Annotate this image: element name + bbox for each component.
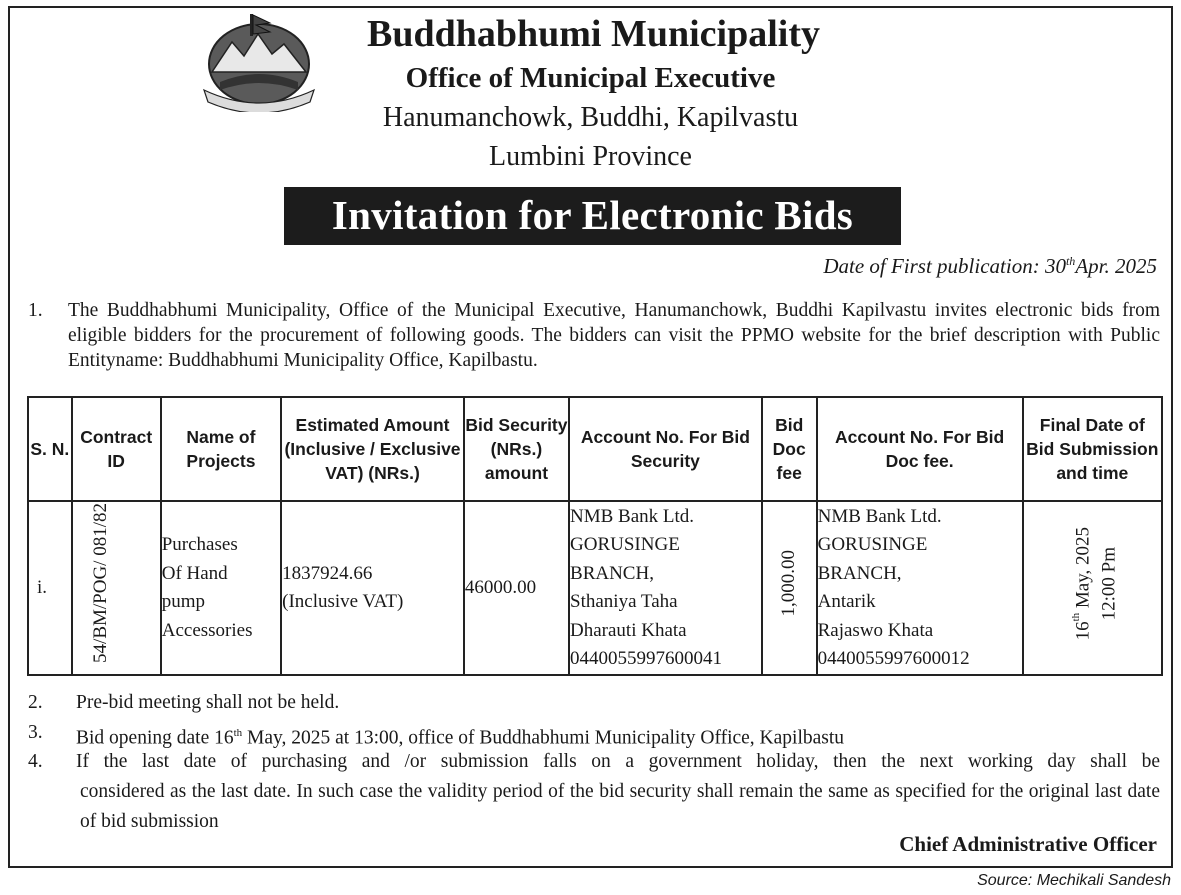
- cell-estimated-amount: [281, 501, 464, 675]
- header-account-bid-doc-fee: Account No. For Bid Doc fee.: [817, 397, 1023, 501]
- header-account-bid-security: Account No. For Bid Security: [569, 397, 762, 501]
- cell-account-bid-security: [569, 501, 762, 675]
- project-line: pump: [161, 591, 206, 612]
- project-line: Of Hand: [161, 562, 228, 584]
- province-name: Lumbini Province: [489, 141, 692, 172]
- office-address: Hanumanchowk, Buddhi, Kapilvastu: [382, 102, 799, 133]
- account-line: GORUSINGE: [817, 534, 928, 555]
- item-number: 2.: [28, 692, 43, 713]
- amount-line: 1837924.66: [282, 562, 373, 584]
- table-row: [28, 501, 1162, 675]
- account-line: NMB Bank Ltd.: [817, 505, 942, 527]
- item-text: Bid opening date 16th May, 2025 at 13:00, office of Buddhabhumi Municipality Office, Kapilbastu: [76, 727, 845, 749]
- final-date-text: 16th May, 2025 12:00 Pm: [1069, 526, 1119, 640]
- account-line: Antarik: [817, 591, 876, 612]
- bid-doc-fee-text: 1,000.00: [778, 550, 800, 617]
- item-number: 4.: [28, 751, 43, 772]
- account-line: GORUSINGE: [570, 534, 680, 555]
- item-number: 1.: [28, 300, 43, 321]
- cell-bid-doc-fee: [762, 501, 817, 675]
- account-line: Rajaswo Khata: [817, 619, 934, 641]
- cell-sn: i.: [28, 501, 72, 675]
- item-number: 3.: [28, 722, 43, 743]
- account-line: Sthaniya Taha: [570, 591, 678, 612]
- item-text-line1: If the last date of purchasing and /or submission falls on a government holiday, then the next working day shall be: [76, 751, 1160, 772]
- item-text-rest: considered as the last date. In such case the validity period of the bid security shall remain the same as specified for the original last date of bid submission: [80, 781, 1160, 832]
- municipality-name: Buddhabhumi Municipality: [366, 13, 820, 55]
- account-line: Dharauti Khata: [570, 619, 687, 641]
- cell-final-date: [1023, 501, 1162, 675]
- cell-account-bid-doc-fee: [817, 501, 1023, 675]
- cell-project-name: [161, 501, 281, 675]
- item-text: Pre-bid meeting shall not be held.: [76, 692, 340, 713]
- item-4: [28, 747, 1160, 837]
- header-name-of-projects: Name of Projects: [161, 397, 281, 501]
- item-2: [28, 688, 1160, 718]
- header-estimated-amount: Estimated Amount (Inclusive / Exclusive VAT) (NRs.): [281, 397, 464, 501]
- account-line: 0440055997600041: [570, 648, 723, 669]
- cell-bid-security: 46000.00: [464, 501, 569, 675]
- paragraph-1: [28, 298, 1160, 373]
- project-line: Accessories: [161, 619, 253, 641]
- signatory-title: Chief Administrative Officer: [899, 832, 1157, 856]
- office-name: Office of Municipal Executive: [405, 62, 776, 94]
- header-bid-security: Bid Security (NRs.) amount: [464, 397, 569, 501]
- amount-line: (Inclusive VAT): [282, 591, 404, 612]
- header-final-date: Final Date of Bid Submission and time: [1023, 397, 1162, 501]
- publication-date: Date of First publication: 30thApr. 2025: [823, 254, 1157, 278]
- header-bid-doc-fee: Bid Doc fee: [762, 397, 817, 501]
- contract-id-text: 54/BM/POG/ 081/82: [90, 503, 112, 664]
- table-header-row: [28, 397, 1162, 501]
- source-credit: Source: Mechikali Sandesh: [977, 872, 1171, 889]
- notice-title: Invitation for Electronic Bids: [284, 187, 901, 245]
- cell-contract-id: [72, 501, 161, 675]
- paragraph-text: The Buddhabhumi Municipality, Office of the Municipal Executive, Hanumanchowk, Buddhi Kapilvastu invites electronic bids from eligible bidders for the procurement of following goods. The bidders can visit the PPMO website for the brief description with Public Entityname: Buddhabhumi Municipality Office, Kapilbastu.: [68, 300, 1160, 371]
- account-line: NMB Bank Ltd.: [570, 505, 695, 527]
- header-sn: S. N.: [28, 397, 72, 501]
- account-line: BRANCH,: [817, 562, 902, 584]
- account-line: 0440055997600012: [817, 648, 970, 669]
- bid-table: [27, 396, 1163, 676]
- project-line: Purchases: [161, 534, 238, 555]
- account-line: BRANCH,: [570, 562, 654, 584]
- header-contract-id: Contract ID: [72, 397, 161, 501]
